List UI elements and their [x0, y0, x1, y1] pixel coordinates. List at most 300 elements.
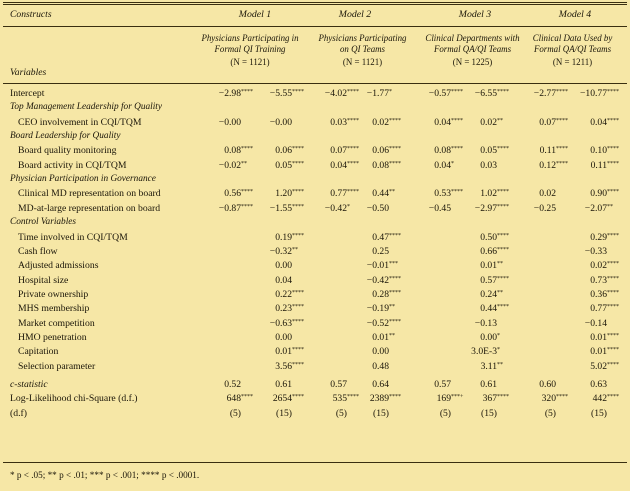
model-3-coef — [434, 118, 466, 128]
coef-value: −0.42 — [366, 274, 389, 286]
model-3-coef — [480, 333, 512, 343]
coef-value: −0.57 — [428, 88, 451, 99]
model-4-coef — [590, 362, 622, 372]
model-2-coef — [372, 146, 404, 156]
model-3-coef — [440, 409, 466, 419]
row-label: Board quality monitoring — [18, 145, 117, 157]
model-2-coef — [372, 247, 404, 257]
significance-stars: **** — [497, 304, 509, 311]
coef-value: 1.02 — [480, 188, 497, 200]
model-2-coef — [330, 146, 362, 156]
model-1-coef — [275, 276, 307, 286]
coef-value: 0.07 — [539, 116, 556, 128]
coef-value: 2654 — [272, 393, 292, 405]
significance-stars: **** — [607, 361, 619, 368]
row-label: MHS membership — [18, 303, 90, 315]
coef-value: (15) — [373, 407, 389, 419]
model-1-coef — [275, 304, 307, 314]
coef-value: 367 — [482, 393, 497, 405]
model-1-coef — [270, 89, 307, 99]
row-label: HMO penetration — [18, 331, 87, 343]
model-4-coef — [590, 118, 622, 128]
coef-value: 0.10 — [590, 145, 607, 157]
model-3-coef — [475, 319, 512, 329]
model-2-coef — [367, 261, 404, 271]
model-1-subtitle — [185, 33, 315, 68]
model-2-coef — [367, 319, 404, 329]
table-row — [0, 290, 624, 304]
significance-stars: **** — [497, 203, 509, 210]
model-2-coef — [372, 189, 404, 199]
model-1-coef — [275, 261, 307, 271]
model-2-coef — [372, 161, 404, 171]
model-4-coef — [593, 394, 622, 404]
coef-value: −0.52 — [366, 317, 389, 329]
coef-value: 0.03 — [330, 116, 347, 128]
coef-value: −0.02 — [218, 159, 241, 171]
model-2-coef — [372, 118, 404, 128]
top-rule — [3, 2, 627, 3]
model-2-coef — [325, 89, 362, 99]
table-row — [0, 394, 624, 408]
coef-value: −0.50 — [366, 202, 389, 214]
coef-value: 0.57 — [330, 379, 347, 390]
model-3-coef — [480, 304, 512, 314]
significance-stars: **** — [292, 160, 304, 167]
coef-value: 320 — [541, 393, 556, 405]
model-4-coef — [590, 304, 622, 314]
coef-value: −0.14 — [584, 317, 607, 329]
significance-stars: **** — [389, 117, 401, 124]
model-3-coef — [480, 189, 512, 199]
model-1-coef — [219, 204, 256, 214]
model-4-coef — [591, 161, 622, 171]
coef-value: −0.87 — [218, 202, 241, 214]
significance-stars: **** — [607, 189, 619, 196]
significance-stars: **** — [241, 394, 253, 401]
model-1-coef — [275, 161, 307, 171]
significance-stars: ** — [497, 261, 503, 268]
model-4-coef — [542, 394, 571, 404]
table-row — [0, 362, 624, 376]
significance-stars: **** — [241, 189, 253, 196]
coef-value: (5) — [544, 407, 556, 419]
coef-value: (15) — [276, 407, 292, 419]
significance-stars: **** — [497, 89, 509, 95]
significance-stars: **** — [451, 117, 463, 124]
significance-stars: ** — [497, 289, 503, 296]
model-3-title: Model 3 — [458, 9, 492, 20]
model-4-n: (N = 1211) — [552, 57, 593, 67]
significance-stars: ** — [497, 117, 503, 124]
model-4-coef — [590, 347, 622, 357]
coef-value: 0.36 — [590, 288, 607, 300]
model-2-coef — [367, 89, 404, 99]
table-row — [0, 118, 624, 132]
model-2-coef — [330, 189, 362, 199]
coef-value: 0.03 — [480, 159, 497, 171]
coef-value: −2.77 — [533, 88, 556, 99]
model-3-coef — [475, 204, 512, 214]
significance-stars: **** — [292, 146, 304, 153]
model-1-coef — [224, 189, 256, 199]
model-2-coef — [333, 394, 362, 404]
coef-value: −4.02 — [324, 88, 347, 99]
table-row — [0, 319, 624, 333]
model-4-coef — [545, 409, 571, 419]
significance-footnote: * p < .05; ** p < .01; *** p < .001; **** p < .0001. — [10, 470, 200, 480]
significance-stars: ** — [241, 160, 247, 167]
coef-value: 0.22 — [275, 288, 292, 300]
model-1-coef — [273, 394, 307, 404]
model-3-coef — [434, 189, 466, 199]
coef-value: −0.32 — [269, 245, 292, 257]
model-3-coef — [481, 362, 512, 372]
model-2-coef — [336, 409, 362, 419]
model-3-coef — [480, 247, 512, 257]
significance-stars: ** — [389, 189, 395, 196]
coef-value: 0.11 — [539, 145, 556, 157]
model-1-coef — [275, 146, 307, 156]
model-3-coef — [480, 146, 512, 156]
model-2-sub-line-1: Physicians Participating — [318, 33, 407, 43]
model-4-coef — [585, 247, 622, 257]
coef-value: 0.77 — [590, 303, 607, 315]
model-1-coef — [219, 89, 256, 99]
significance-stars: **** — [451, 189, 463, 196]
coef-value: 0.19 — [275, 231, 292, 243]
coef-value: −0.00 — [218, 116, 241, 128]
model-4-coef — [590, 276, 622, 286]
coef-value: 535 — [332, 393, 347, 405]
coef-value: 0.01 — [590, 331, 607, 343]
model-4-coef — [539, 189, 571, 199]
model-3-coef — [434, 161, 466, 171]
section-label: Control Variables — [10, 217, 77, 228]
significance-stars: **** — [607, 117, 619, 124]
significance-stars: **** — [451, 146, 463, 153]
coef-value: 0.01 — [275, 346, 292, 358]
coef-value: 0.02 — [539, 188, 556, 200]
table-row — [0, 204, 624, 218]
significance-stars: ** — [607, 203, 613, 210]
table-row — [0, 409, 624, 423]
row-label: Private ownership — [18, 288, 89, 300]
coef-value: −2.98 — [218, 88, 241, 99]
section-label: Top Management Leadership for Quality — [10, 102, 163, 113]
model-3-coef — [480, 118, 512, 128]
model-1-coef — [275, 380, 307, 390]
significance-stars: **** — [347, 117, 359, 124]
model-2-coef — [330, 161, 362, 171]
model-3-coef — [434, 380, 466, 390]
table-row — [0, 380, 624, 394]
coef-value: −0.42 — [324, 202, 347, 214]
coef-value: 648 — [226, 393, 241, 405]
coef-value: 3.11 — [480, 360, 497, 372]
coef-value: 0.01 — [372, 331, 389, 343]
model-3-coef — [481, 409, 512, 419]
section-row — [0, 175, 624, 189]
model-2-coef — [373, 409, 404, 419]
model-4-coef — [534, 204, 571, 214]
significance-stars: **** — [292, 318, 304, 325]
coef-value: 0.01 — [480, 260, 497, 272]
row-label: Time involved in CQI/TQM — [18, 231, 128, 243]
coef-value: 0.00 — [372, 346, 389, 358]
coef-value: −10.77 — [580, 88, 607, 99]
significance-stars: **** — [292, 189, 304, 196]
significance-stars: **** — [556, 117, 568, 124]
constructs-heading: Constructs — [10, 9, 52, 20]
significance-stars: **** — [556, 394, 568, 401]
significance-stars: ** — [292, 246, 298, 253]
significance-stars: **** — [497, 189, 509, 196]
significance-stars: ** — [389, 332, 395, 339]
model-3-coef — [480, 290, 512, 300]
coef-value: 0.05 — [480, 145, 497, 157]
model-3-n: (N = 1225) — [452, 57, 493, 67]
coef-value: 0.08 — [434, 145, 451, 157]
coef-value: 0.06 — [275, 145, 292, 157]
significance-stars: **** — [292, 89, 304, 95]
model-1-coef — [219, 161, 256, 171]
table-bottom-rule — [3, 462, 627, 463]
model-1-coef — [275, 333, 307, 343]
significance-stars: **** — [497, 246, 509, 253]
model-4-coef — [590, 261, 622, 271]
coef-value: 0.11 — [590, 159, 607, 171]
model-2-coef — [370, 394, 404, 404]
significance-stars: **** — [556, 160, 568, 167]
coef-value: 0.52 — [224, 379, 241, 390]
coef-value: 0.05 — [275, 159, 292, 171]
coef-value: 2389 — [369, 393, 389, 405]
model-1-coef — [270, 319, 307, 329]
row-label: Clinical MD representation on board — [18, 188, 161, 200]
coef-value: 0.44 — [480, 303, 497, 315]
significance-stars: **** — [497, 146, 509, 153]
model-1-coef — [224, 380, 256, 390]
significance-stars: **** — [607, 89, 619, 95]
coef-value: −2.97 — [474, 202, 497, 214]
coef-value: 0.04 — [434, 159, 451, 171]
coef-value: (5) — [335, 407, 347, 419]
model-4-coef — [534, 89, 571, 99]
model-1-sub-line-1: Physicians Participating in — [201, 33, 299, 43]
significance-stars: **** — [607, 160, 619, 167]
model-4-coef — [539, 118, 571, 128]
significance-stars: *** — [389, 261, 398, 268]
significance-stars: **** — [292, 232, 304, 239]
significance-stars: **** — [497, 275, 509, 282]
coef-value: 0.00 — [480, 331, 497, 343]
model-4-coef — [590, 189, 622, 199]
section-label: Physician Participation in Governance — [10, 174, 156, 185]
model-4-coef — [539, 161, 571, 171]
coef-value: −5.55 — [269, 88, 292, 99]
header-mid-rule — [3, 26, 627, 27]
significance-stars: **** — [607, 232, 619, 239]
coef-value: −0.19 — [366, 303, 389, 315]
model-3-coef — [480, 161, 512, 171]
table-row — [0, 347, 624, 361]
table-row — [0, 89, 624, 103]
coef-value: −0.01 — [366, 260, 389, 272]
significance-stars: **** — [389, 146, 401, 153]
coef-value: 0.08 — [224, 145, 241, 157]
coef-value: −0.45 — [428, 202, 451, 214]
model-3-sub-line-2: Formal QA/QI Teams — [433, 43, 512, 54]
significance-stars: **** — [497, 232, 509, 239]
coef-value: 0.01 — [590, 346, 607, 358]
significance-stars: **** — [607, 261, 619, 268]
significance-stars: **** — [292, 394, 304, 401]
significance-stars: **** — [389, 394, 401, 401]
coef-value: 0.04 — [434, 116, 451, 128]
model-1-n: (N = 1121) — [230, 57, 270, 67]
row-label: Adjusted admissions — [18, 260, 99, 272]
top-rule-2 — [3, 4, 627, 5]
significance-stars: ** — [389, 304, 395, 311]
model-1-coef — [276, 409, 307, 419]
model-2-title: Model 2 — [338, 9, 372, 20]
section-row — [0, 103, 624, 117]
coef-value: 0.44 — [372, 188, 389, 200]
row-label: MD-at-large representation on board — [18, 202, 161, 214]
significance-stars: * — [497, 347, 500, 354]
model-1-coef — [230, 409, 256, 419]
coef-value: 0.73 — [590, 274, 607, 286]
model-2-coef — [372, 380, 404, 390]
model-1-coef — [219, 118, 256, 128]
coef-value: −1.77 — [366, 88, 389, 99]
coef-value: 0.57 — [480, 274, 497, 286]
row-label: Market competition — [18, 317, 95, 329]
significance-stars: **** — [607, 146, 619, 153]
coef-value: 0.56 — [224, 188, 241, 200]
model-4-coef — [590, 333, 622, 343]
significance-stars: **** — [241, 89, 253, 95]
significance-stars: ***+ — [451, 394, 464, 401]
model-3-coef — [434, 146, 466, 156]
coef-value: 0.06 — [372, 145, 389, 157]
significance-stars: ** — [497, 361, 503, 368]
significance-stars: **** — [347, 160, 359, 167]
section-row — [0, 132, 624, 146]
coef-value: 0.00 — [275, 260, 292, 272]
coef-value: −0.63 — [269, 317, 292, 329]
row-label: Capitation — [18, 346, 59, 358]
coef-value: 0.28 — [372, 288, 389, 300]
table-row — [0, 233, 624, 247]
significance-stars: **** — [607, 347, 619, 354]
significance-stars: * — [389, 89, 392, 95]
significance-stars: **** — [451, 89, 463, 95]
coef-value: 169 — [436, 393, 451, 405]
significance-stars: **** — [241, 146, 253, 153]
row-label: Log-Likelihood chi-Square (d.f.) — [10, 393, 138, 405]
significance-stars: * — [451, 160, 454, 167]
model-2-coef — [372, 333, 404, 343]
model-1-coef — [227, 394, 256, 404]
model-1-sub-line-2: Formal QI Training — [214, 43, 286, 54]
model-2-coef — [367, 276, 404, 286]
significance-stars: **** — [607, 332, 619, 339]
model-2-n: (N = 1121) — [342, 57, 383, 67]
coef-value: 0.90 — [590, 188, 607, 200]
model-1-coef — [275, 362, 307, 372]
model-1-coef — [270, 204, 307, 214]
model-4-coef — [540, 146, 571, 156]
coef-value: 0.12 — [539, 159, 556, 171]
model-1-coef — [275, 347, 307, 357]
coef-value: 5.02 — [590, 360, 607, 372]
coef-value: 3.0E-3 — [471, 346, 497, 358]
model-2-coef — [325, 204, 362, 214]
model-2-coef — [372, 362, 404, 372]
significance-stars: **** — [556, 89, 568, 95]
table-row — [0, 276, 624, 290]
model-4-coef — [590, 380, 622, 390]
significance-stars: **** — [347, 189, 359, 196]
significance-stars: * — [347, 203, 350, 210]
significance-stars: * — [497, 332, 500, 339]
significance-stars: **** — [389, 289, 401, 296]
model-1-coef — [224, 146, 256, 156]
coef-value: (5) — [229, 407, 241, 419]
section-row — [0, 218, 624, 232]
row-label: Cash flow — [18, 245, 58, 257]
model-2-coef — [330, 380, 362, 390]
table-row — [0, 146, 624, 160]
model-1-title: Model 1 — [238, 9, 272, 20]
model-3-coef — [429, 89, 466, 99]
coef-value: 0.29 — [590, 231, 607, 243]
model-3-coef — [480, 261, 512, 271]
model-2-coef — [367, 204, 404, 214]
coef-value: 3.56 — [275, 360, 292, 372]
table-row — [0, 161, 624, 175]
significance-stars: **** — [607, 394, 619, 401]
coef-value: 0.00 — [275, 331, 292, 343]
coef-value: 1.20 — [275, 188, 292, 200]
model-3-coef — [483, 394, 512, 404]
significance-stars: **** — [556, 146, 568, 153]
significance-stars: **** — [347, 146, 359, 153]
coef-value: (5) — [439, 407, 451, 419]
coef-value: −0.00 — [269, 116, 292, 128]
model-2-coef — [372, 290, 404, 300]
model-1-coef — [275, 189, 307, 199]
model-4-coef — [590, 290, 622, 300]
row-label: Selection parameter — [18, 360, 96, 372]
model-1-coef — [275, 290, 307, 300]
coef-value: 0.66 — [480, 245, 497, 257]
row-label: (d.f) — [10, 407, 27, 419]
significance-stars: **** — [607, 304, 619, 311]
significance-stars: **** — [347, 89, 359, 95]
coef-value: (15) — [591, 407, 607, 419]
model-4-coef — [580, 89, 622, 99]
model-2-coef — [330, 118, 362, 128]
coef-value: 0.24 — [480, 288, 497, 300]
coef-value: 0.04 — [275, 274, 292, 286]
significance-stars: **** — [292, 304, 304, 311]
table-row — [0, 333, 624, 347]
significance-stars: **** — [607, 289, 619, 296]
model-4-coef — [590, 146, 622, 156]
